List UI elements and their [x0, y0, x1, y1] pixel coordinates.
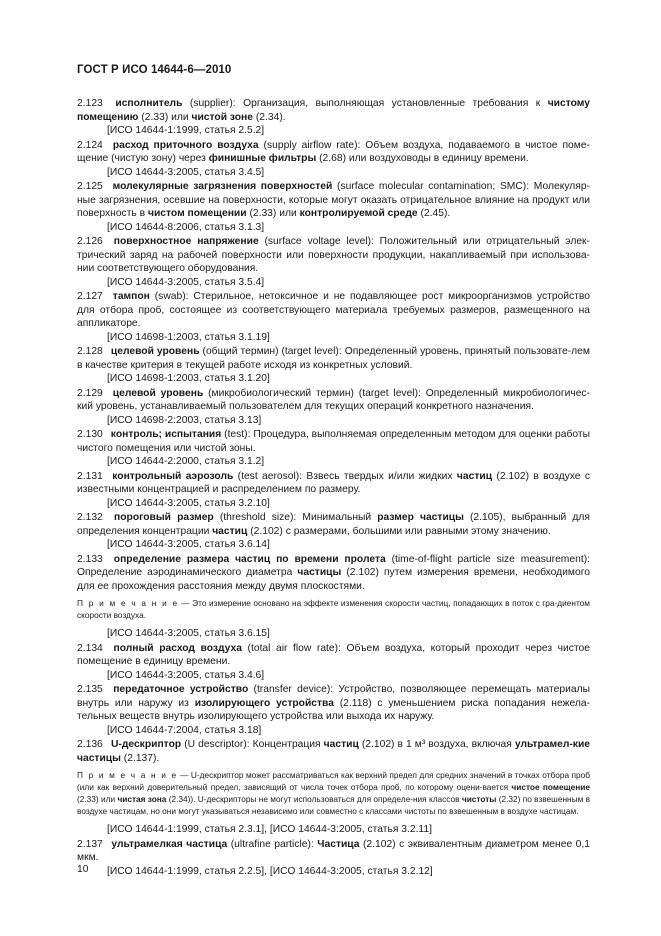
entry-note — [77, 597, 590, 621]
entry-source-reference: [ИСО 14698-1:2003, статья 3.1.19] — [107, 331, 270, 343]
text-run: (2.32) по взвешенным в воздухе частицам, но они могут указываться независимо или совместно с классами чистоты по взвешенным в воздухе частицам. — [77, 794, 591, 816]
text-run: (swab): Стерильное, нетоксичное и не подавляющее рост микроорганизмов устройство для отбора проб, состоящее из соответствующего материала требуемых размеров, размещенного на аппликаторе. — [77, 291, 590, 329]
glossary-entry — [77, 139, 590, 166]
text-run: (2.105), выбранный для определения концентрации — [77, 512, 590, 537]
text-run: — U-дескриптор может рассматриваться как верхний предел для средних значений в точках отбора проб (или как верхний доверительный предел, зависящий от числа точек отбора проб, по которому оцени-вается — [77, 770, 590, 792]
entry-term: пороговый размер — [114, 512, 214, 523]
text-run: (test): Процедура, выполняемая определенным методом для оценки работы чистого помещения или чистой зоны. — [77, 429, 590, 454]
bold-term-ref: ультрамел-кие частицы — [77, 739, 591, 764]
text-run: (U descriptor): Концентрация — [181, 739, 324, 750]
entry-source-reference: [ИСО 14644-3:2005, статья 3.2.10] — [107, 497, 270, 509]
glossary-entry — [77, 553, 590, 594]
text-run: (2.102) в воздухе с известными концентрацией и распределением по размеру. — [77, 470, 590, 495]
text-run: (time-of-flight particle size measurement): Определение аэродинамического диаметра — [77, 553, 590, 578]
bold-term-ref: чистое помещение — [511, 782, 590, 792]
bold-term-ref: частиц — [456, 470, 493, 482]
text-run: (2.68) или воздуховоды в единицу времени. — [316, 153, 529, 164]
entry-number: 2.130 — [77, 429, 106, 440]
entry-source-reference: [ИСО 14644-7:2004, статья 3.18] — [107, 724, 262, 736]
entry-term: U-дескриптор — [110, 739, 182, 750]
text-run: (transfer device): Устройство, позволяющее перемещать материалы внутрь или наружу из — [77, 684, 590, 709]
glossary-entry — [77, 642, 590, 669]
entry-number: 2.123 — [77, 98, 111, 109]
entry-number: 2.128 — [77, 346, 106, 357]
entry-number: 2.137 — [77, 838, 107, 850]
text-run: (test aerosol): Взвесь твердых и/или жидких — [233, 470, 457, 482]
document-header: ГОСТ Р ИСО 14644-6—2010 — [77, 64, 232, 76]
bold-term-ref: частицы — [297, 567, 342, 578]
text-run: (2.33) или — [77, 794, 118, 804]
text-run: (supply airflow rate): Объем воздуха, подаваемого в чистое поме-щение (чистую зону) через — [77, 139, 590, 164]
page-number: 10 — [77, 864, 89, 875]
entry-number: 2.133 — [77, 553, 109, 565]
text-run: (surface voltage level): Положительный или отрицательный элек-трический заряд на рабочей поверхности или поверхности продукции, накапливаемый при использова-нии соответствующего оборудования. — [77, 236, 590, 274]
bold-term-ref: чистоты — [461, 794, 497, 804]
text-run: (2.33) или — [138, 111, 192, 123]
bold-term-ref: Частица — [317, 838, 360, 850]
entry-term: целевой уровень — [112, 387, 204, 399]
bold-term-ref: чистой зоне — [191, 111, 254, 123]
bold-term-ref: финишные фильтры — [208, 153, 317, 164]
entry-note — [77, 769, 590, 817]
note-label: П р и м е ч а н и е — [77, 770, 178, 780]
glossary-content — [77, 97, 590, 878]
entry-number: 2.129 — [77, 387, 108, 399]
entry-term: ультрамелкая частица — [111, 838, 228, 850]
entry-number: 2.135 — [77, 684, 109, 695]
bold-term-ref: размер частицы — [377, 512, 464, 523]
entry-term: исполнитель — [115, 98, 183, 109]
text-run: (2.102) в 1 м³ воздуха, включая — [358, 739, 515, 750]
entry-number: 2.131 — [77, 470, 108, 482]
glossary-entry — [77, 738, 590, 765]
entry-term: поверхностное напряжение — [113, 236, 259, 247]
bold-term-ref: частиц — [323, 739, 359, 750]
entry-number: 2.126 — [77, 236, 109, 247]
bold-term-ref: чистом помещении — [147, 208, 247, 219]
entry-source-reference: [ИСО 14644-3:2005, статья 3.6.15] — [107, 628, 270, 639]
entry-term: передаточное устройство — [113, 684, 249, 695]
glossary-entry — [77, 470, 590, 497]
entry-source-reference: [ИСО 14644-2:2000, статья 3.1.2] — [107, 456, 265, 467]
entry-source-reference: [ИСО 14698-2:2003, статья 3.13] — [107, 414, 262, 426]
text-run: (2.137). — [120, 752, 160, 764]
text-run: (2.102) с эквивалентным диаметром менее 0,1 мкм. — [77, 838, 590, 863]
entry-term: определение размера частиц по времени пролета — [113, 553, 386, 565]
entry-source-reference: [ИСО 14698-1:2003, статья 3.1.20] — [107, 373, 270, 384]
entry-source-reference: [ИСО 14644-3:2005, статья 3.6.14] — [107, 539, 270, 550]
entry-source-reference: [ИСО 14644-3:2005, статья 3.4.6] — [107, 669, 265, 681]
entry-number: 2.134 — [77, 642, 109, 654]
glossary-entry — [77, 290, 590, 331]
text-run: (2.34). — [253, 111, 286, 123]
glossary-entry — [77, 428, 590, 455]
text-run: (общий термин) (target level): Определенный уровень, принятый пользовате-лем в качестве критерия в текущей работе исходя из конкретных условий. — [77, 346, 590, 371]
text-run: (2.33) или — [246, 208, 300, 219]
text-run: — Это измерение основано на эффекте изменения скорости частиц, попадающих в поток с гра-диентом скорости воздуха. — [77, 598, 590, 620]
entry-term: контроль; испытания — [110, 429, 222, 440]
entry-source-reference: [ИСО 14644-1:1999, статья 2.2.5], [ИСО 14644-3:2005, статья 3.2.12] — [107, 865, 433, 877]
entry-number: 2.125 — [77, 181, 108, 192]
bold-term-ref: частиц — [212, 525, 248, 537]
text-run: (2.102) с размерами, большими или равными этому значению. — [247, 525, 551, 537]
glossary-entry — [77, 235, 590, 276]
entry-term: молекулярные загрязнения поверхностей — [112, 181, 333, 192]
text-run: (2.45). — [417, 208, 451, 219]
bold-term-ref: чистая зона — [117, 794, 167, 804]
glossary-entry — [77, 683, 590, 724]
text-run: (2.34)). U-дескрипторы не могут использоваться для определе-ния классов — [166, 794, 462, 804]
glossary-entry — [77, 345, 590, 372]
bold-term-ref: контролируемой среде — [299, 208, 418, 219]
bold-term-ref: чистому помещению — [77, 98, 590, 123]
glossary-entry — [77, 180, 590, 221]
entry-source-reference: [ИСО 14644-1:1999, статья 2.5.2] — [107, 125, 265, 136]
entry-number: 2.127 — [77, 291, 108, 302]
text-run: (2.118) с уменьшением риска попадания нежела-тельных веществ внутрь изолирующего устройства или выхода их наружу. — [77, 697, 591, 722]
glossary-entry — [77, 838, 590, 865]
text-run: (микробиологический термин) (target level): Определенный микробиологичес-кий уровень, устанавливаемый пользователем для текущих операций конкретного назначения. — [77, 387, 590, 412]
text-run: (2.102) путем измерения времени, необходимого для ее прохождения расстояния между двумя плоскостями. — [77, 567, 590, 592]
text-run: (total air flow rate): Объем воздуха, который проходит через чистое помещение в единицу времени. — [77, 642, 591, 667]
entry-source-reference: [ИСО 14644-1:1999, статья 2.3.1], [ИСО 14644-3:2005, статья 3.2.11] — [107, 824, 432, 835]
entry-source-reference: [ИСО 14644-3:2005, статья 3.5.4] — [107, 276, 265, 288]
text-run: (supplier): Организация, выполняющая установленные требования к — [182, 98, 548, 109]
entry-number: 2.132 — [77, 512, 109, 523]
entry-number: 2.124 — [77, 139, 108, 151]
entry-term: тампон — [112, 291, 150, 302]
entry-term: целевой уровень — [110, 346, 200, 357]
bold-term-ref: изолирующего устройства — [194, 697, 334, 709]
glossary-entry — [77, 387, 590, 414]
text-run: (threshold size): Минимальный — [213, 512, 378, 523]
entry-source-reference: [ИСО 14644-3:2005, статья 3.4.5] — [107, 166, 265, 178]
entry-term: полный расход воздуха — [113, 642, 242, 654]
glossary-entry — [77, 97, 590, 124]
entry-term: расход приточного воздуха — [112, 139, 259, 151]
text-run: (ultrafine particle): — [227, 838, 318, 850]
entry-source-reference: [ИСО 14644-8:2006, статья 3.1.3] — [107, 221, 265, 233]
text-run: (surface molecular contamination; SMC): Молекуляр-ные загрязнения, осевшие на поверхности, которые могут оказать отрицательное влияние на продукт или поверхность в — [77, 181, 590, 219]
glossary-entry — [77, 511, 590, 538]
entry-number: 2.136 — [77, 739, 106, 750]
note-label: П р и м е ч а н и е — [77, 598, 179, 608]
entry-term: контрольный аэрозоль — [112, 470, 234, 482]
